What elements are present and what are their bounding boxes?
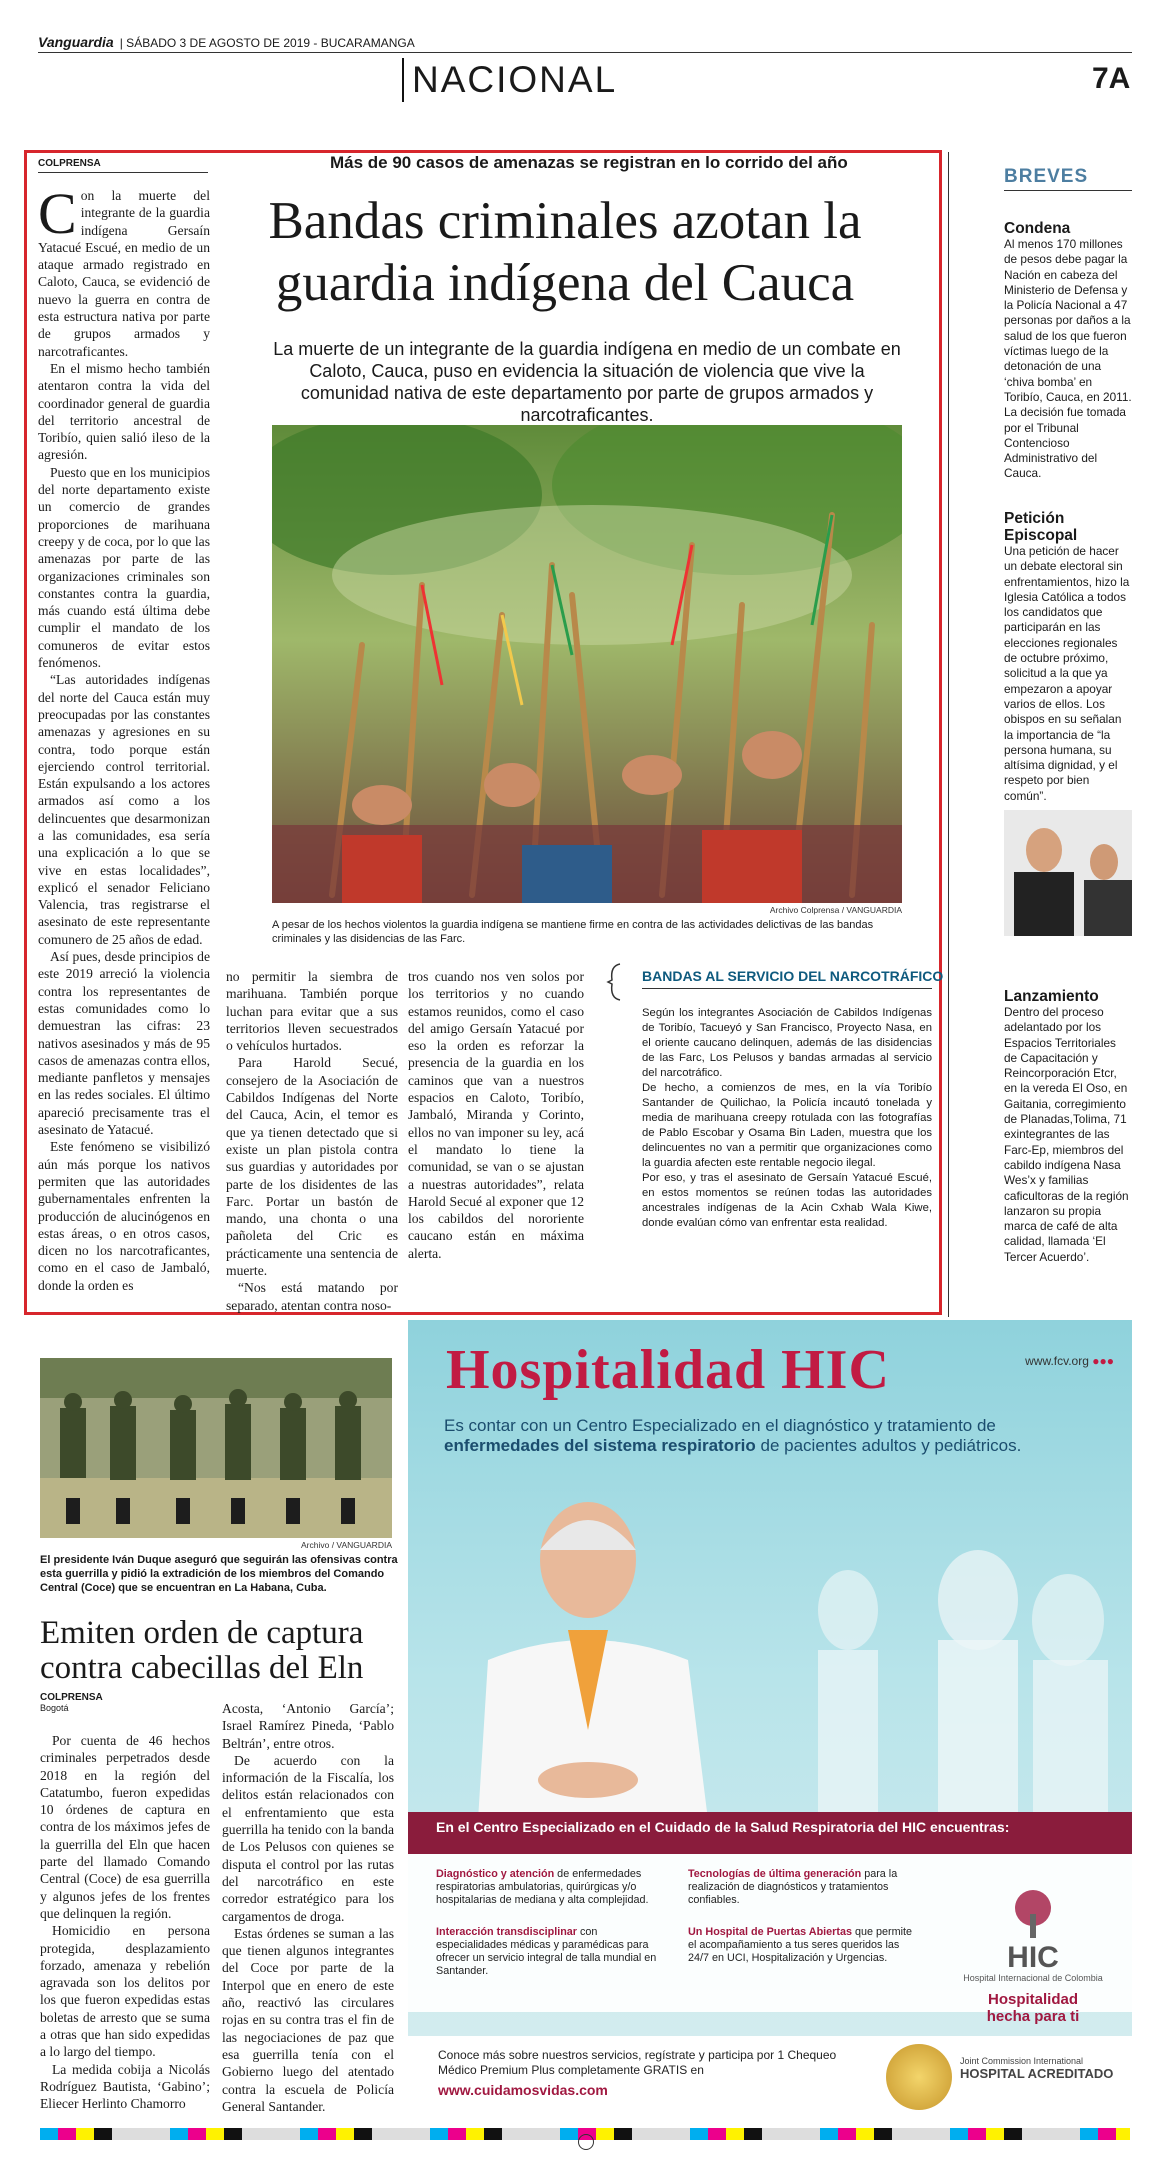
social-icons: ●●●	[1092, 1354, 1114, 1368]
sidebar-p1: Según los integrantes Asociación de Cabildos Indígenas de Toribío, Tacueyó y San Francisco, Proyecto Nasa, en el oriente caucano delinquen, además de las disidencias de las Farc, Los Pelusos y bandas armadas al servicio del narcotráfico.	[642, 1007, 932, 1079]
paragraph: “Nos está matando por separado, atentan contra noso-	[226, 1280, 398, 1313]
main-col1-text	[38, 181, 210, 1294]
breve-heading: Petición Episcopal	[1004, 510, 1078, 544]
breves-title: BREVES	[1004, 166, 1089, 187]
paragraph: Este fenómeno se visibilizó aún más porque los nativos permiten que las autoridades gubernamentales enfrenten la producción de alucinógenos en estas áreas, o en otros casos, dicen no los narcotraficantes, como en el caso de Jambaló, donde la orden es	[38, 1139, 210, 1293]
sidebar-rule	[642, 988, 932, 989]
paragraph: Para Harold Secué, consejero de la Asociación de Cabildos Indígenas del Norte del Cauca, Acin, el temor es que ya tienen detectado que si existe un plan pistola contra sus guardias y autoridades por parte de los disidentes de las Farc. Portar un bastón de mando, una chonta o una pañoleta del Cric es prácticamente una sentencia de muerte.	[226, 1055, 398, 1279]
paper-name: Vanguardia	[38, 34, 114, 50]
page-number: 7A	[1092, 62, 1131, 95]
jci-accreditation: Joint Commission International HOSPITAL ACREDITADO	[960, 2056, 1114, 2081]
hic-advertisement	[408, 1320, 1132, 2118]
jci-seal-icon	[886, 2044, 952, 2110]
sidebar-p3: Por eso, y tras el asesinato de Gersaín Yatacué Escué, en estos momentos se reúnen todas las autoridades ancestrales indígenas de la Acin Cxhab Wala Kiwe, donde evalúan cómo van enfrentar esta realidad.	[642, 1172, 932, 1229]
hic-logo	[953, 1888, 1113, 2025]
paragraph: Con la muerte del integrante de la guardia indígena Gersaín Yatacué Escué, en medio de un ataque armado registrado en Caloto, Cauca, se evidenció de nuevo la guerra en contra de esta estructura nativa por parte de grupos armados y narcotraficantes.	[38, 181, 210, 359]
registration-mark-icon	[578, 2134, 594, 2150]
tree-icon	[1003, 1888, 1063, 1938]
breve-text: Dentro del proceso adelantado por los Espacios Territoriales de Capacitación y Reincorporación Etcr, en la vereda El Oso, en Gaitania, corregimiento de Planadas,Tolima, 71 exintegrantes de las Farc-Ep, miembros del cabildo indígena Nasa Wes’x y familias caficultoras de la región lanzaron su propia marca de café de alta calidad, llamada ‘El Tercer Acuerdo’.	[1004, 1005, 1129, 1264]
section-name: NACIONAL	[402, 58, 617, 102]
ad-bullet: Diagnóstico y atención de enfermedades respiratorias ambulatorias, quirúrgicas y/o hospitalarias de mediana y alta complejidad.	[436, 1868, 649, 1906]
breve-heading: Lanzamiento	[1004, 988, 1099, 1005]
breve-heading: Condena	[1004, 220, 1071, 237]
paragraph: no permitir la siembra de marihuana. También porque luchan para evitar que a sus territorios lleven secuestrados o vehículos hurtados.	[226, 969, 398, 1054]
dateline: | SÁBADO 3 DE AGOSTO DE 2019 - BUCARAMANGA	[119, 36, 415, 50]
main-deck: La muerte de un integrante de la guardia indígena en medio de un combate en Caloto, Cauca, puso en evidencia la situación de violencia que vive la comunidad nativa de este departamento por parte de grupos armados y narcotraficantes.	[273, 339, 901, 425]
eln-byline	[40, 1692, 103, 1713]
ad-band-text: En el Centro Especializado en el Cuidado de la Salud Respiratoria del HIC encuentras:	[436, 1819, 1010, 1835]
soldiers-image	[40, 1358, 392, 1538]
eln-column-2	[222, 1700, 394, 2115]
paragraph: Acosta, ‘Antonio García’; Israel Ramírez Pineda, ‘Pablo Beltrán’, entre otros.	[222, 1701, 394, 1751]
doctor-illustration	[408, 1480, 1132, 1820]
paragraph: “Las autoridades indígenas del norte del Cauca están muy preocupadas por las constantes amenazas y agresiones en su contra, todo porque están ejerciendo control territorial. Están expulsando a los actores armados así como a los delincuentes que desarmonizan a las comunidades, esa sería una explicación a lo que se vive en estas localidades”, explicó el senador Feliciano Valencia, tras registrarse el asesinato de este representante comunero de 25 años de edad.	[38, 672, 210, 947]
breve-item	[1004, 220, 1132, 482]
main-column-1	[38, 158, 210, 1294]
hic-logo-sub: Hospital Internacional de Colombia	[963, 1973, 1103, 1983]
bishops-photo	[1004, 810, 1132, 936]
breve-item	[1004, 510, 1132, 804]
paragraph: En el mismo hecho también atentaron contra la vida del coordinador general de guardia del territorio ancestral de Toribío, quien salió ileso de la agresión.	[38, 360, 210, 463]
main-photo-credit: Archivo Colprensa / VANGUARDIA	[769, 905, 902, 915]
sidebar-text	[642, 1006, 932, 1231]
bracket-icon	[606, 962, 626, 1002]
breves-divider	[948, 152, 949, 1317]
bishops-image	[1004, 810, 1132, 936]
main-agency: COLPRENSA	[38, 158, 208, 173]
paragraph: La medida cobija a Nicolás Rodríguez Bautista, ‘Gabino’; Eliecer Herlinto Chamorro	[40, 2061, 210, 2112]
breve-text: Una petición de hacer un debate electoral sin enfrentamientos, hizo la Iglesia Católica a todos los candidatos que participarán en las elecciones regionales de octubre próximo, solicitud a la que ya empezaron a apoyar varios de ellos. Los obispos en su señalan la importancia de “la persona humana, su altísima dignidad, y el respeto por bien común”.	[1004, 544, 1130, 803]
ad-bullet: Tecnologías de última generación para la realización de diagnósticos y tratamientos confiables.	[688, 1868, 898, 1906]
eln-photo-credit: Archivo / VANGUARDIA	[300, 1540, 392, 1550]
paragraph: Puesto que en los municipios del norte departamento existe un comercio de grandes proporciones de marihuana creepy y de coca, por lo que las amenazas por parte de las organizaciones criminales son constantes contra la guardia, más cuando está última debe cumplir el mandato de los comuneros de evitar estos fenómenos.	[38, 464, 210, 671]
ad-footer-url: www.cuidamosvidas.com	[438, 2082, 608, 2098]
ad-subtitle: Es contar con un Centro Especializado en el diagnóstico y tratamiento de enfermedades del sistema respiratorio de pacientes adultos y pediátricos.	[444, 1416, 1022, 1455]
breves-rule	[1004, 190, 1132, 191]
ad-bullet: Interacción transdisciplinar con especialidades médicas y paramédicas para ofrecer un servicio integral de talla mundial en Santander.	[436, 1926, 657, 1977]
main-kicker: Más de 90 casos de amenazas se registran en lo corrido del año	[330, 153, 848, 172]
eln-agency: COLPRENSA	[40, 1692, 103, 1703]
paragraph: Así pues, desde principios de este 2019 arreció la violencia contra los representantes de estas comunidades como lo demuestran las cifras: 23 nativos asesinados y más de 95 casos de amenazas contra ellos, mediante panfletos y mensajes en las redes sociales. El último apareció precisamente tras el asesinato de Yatacué.	[38, 949, 210, 1138]
hic-logo-text: HIC	[1007, 1941, 1059, 1974]
main-photo	[272, 425, 902, 903]
paragraph: tros cuando nos ven solos por los territorios y no cuando estamos reunidos, como el caso del amigo Gersaín Yatacué por eso la orden es reforzar la presencia de la guardia en los caminos que van a nuestros espacios en Caloto, Toribío, Jambaló, Miranda y Corinto, ellos no van imponer su ley, acá el mandato lo tiene la comunidad, se van o se ajustan a nuestras autoridades”, relata Harold Secué al exponer que 12 los cabildos del nororiente caucano están en máxima alerta.	[408, 969, 584, 1261]
eln-caption: El presidente Iván Duque aseguró que seguirán las ofensivas contra esta guerrilla y pidió la extradición de los miembros del Comando Central (Coce) que se encuentran en La Habana, Cuba.	[40, 1554, 398, 1594]
breve-item	[1004, 988, 1132, 1265]
indigenous-guard-photo	[272, 425, 902, 903]
eln-place: Bogotá	[40, 1703, 69, 1713]
eln-headline: Emiten orden de captura contra cabecillas del Eln	[40, 1615, 364, 1686]
ad-bullet: Un Hospital de Puertas Abiertas que permite el acompañamiento a tus seres queridos las 24/7 en UCI, Hospitalización y Urgencias.	[688, 1926, 913, 1964]
main-photo-caption: A pesar de los hechos violentos la guardia indígena se mantiene firme en contra de las actividades delictivas de las bandas criminales y las disidencias de las Farc.	[272, 919, 874, 945]
eln-photo	[40, 1358, 392, 1538]
header-rule	[38, 52, 1132, 53]
paragraph: De acuerdo con la información de la Fiscalía, los delitos están relacionados con el enfrentamiento que esta guerrilla ha tenido con la banda de Los Pelusos con quienes se disputa el control por las rutas del narcotráfico en este corredor estratégico para los cargamentos de droga.	[222, 1752, 394, 1924]
sidebar-p2: De hecho, a comienzos de mes, en la vía Toribío Santander de Quilichao, la Policía incautó tonelada y media de marihuana creepy rotulada con las fotografías de Pablo Escobar y Osama Bin Laden, muestra que los delincuentes no van a permitir que organizaciones como la guardia afecten este rentable negocio ilegal.	[642, 1082, 932, 1169]
ad-footer-text: Conoce más sobre nuestros servicios, regístrate y participa por 1 Chequeo Médico Premium Plus completamente GRATIS en	[438, 2048, 837, 2077]
ad-title: Hospitalidad HIC	[446, 1339, 890, 1401]
main-column-2	[226, 968, 398, 1314]
sidebar-bracket	[606, 962, 626, 1002]
paragraph: Por cuenta de 46 hechos criminales perpetrados desde 2018 en la región del Catatumbo, fueron expedidas 10 órdenes de captura en contra de los máximos jefes de la guerrilla del Eln que hacen parte del llamado Comando Central (Coce) de esa guerrilla y algunos jefes de los frentes que delinquen la región.	[40, 1733, 210, 1921]
breve-text: Al menos 170 millones de pesos debe pagar la Nación en cabeza del Ministerio de Defensa y la Policía Nacional a 47 personas por daños a la salud de los que fueron víctimas luego de la detonación de una ‘chiva bomba’ en Toribío, Cauca, en 2011. La decisión fue tomada por el Tribunal Contencioso Administrativo del Cauca.	[1004, 237, 1132, 481]
dropcap: C	[38, 181, 77, 246]
ad-slogan: Hospitalidad hecha para ti	[986, 1991, 1080, 2025]
main-column-3	[408, 968, 584, 1262]
sidebar-title: BANDAS AL SERVICIO DEL NARCOTRÁFICO	[642, 968, 944, 984]
paragraph: Estas órdenes se suman a las que tienen algunos integrantes del Coce por parte de la Interpol que en enero de este año, reactivó las circulares rojas en su contra tras el fin de las negociaciones de paz que esa guerrilla tenía con el Gobierno luego del atentado contra la escuela de Policía General Santander.	[222, 1925, 394, 2114]
masthead	[38, 34, 415, 50]
ad-url: www.fcv.org ●●●	[1025, 1354, 1114, 1368]
eln-column-1	[40, 1732, 210, 2113]
paragraph: Homicidio en persona protegida, desplazamiento forzado, amenaza y rebelión agravada son los delitos por los que fueron expedidas estas boletas de arresto que se suma a otras que han sido expedidas a lo largo del tiempo.	[40, 1923, 210, 2060]
main-headline: Bandas criminales azotan la guardia indígena del Cauca	[268, 192, 862, 312]
